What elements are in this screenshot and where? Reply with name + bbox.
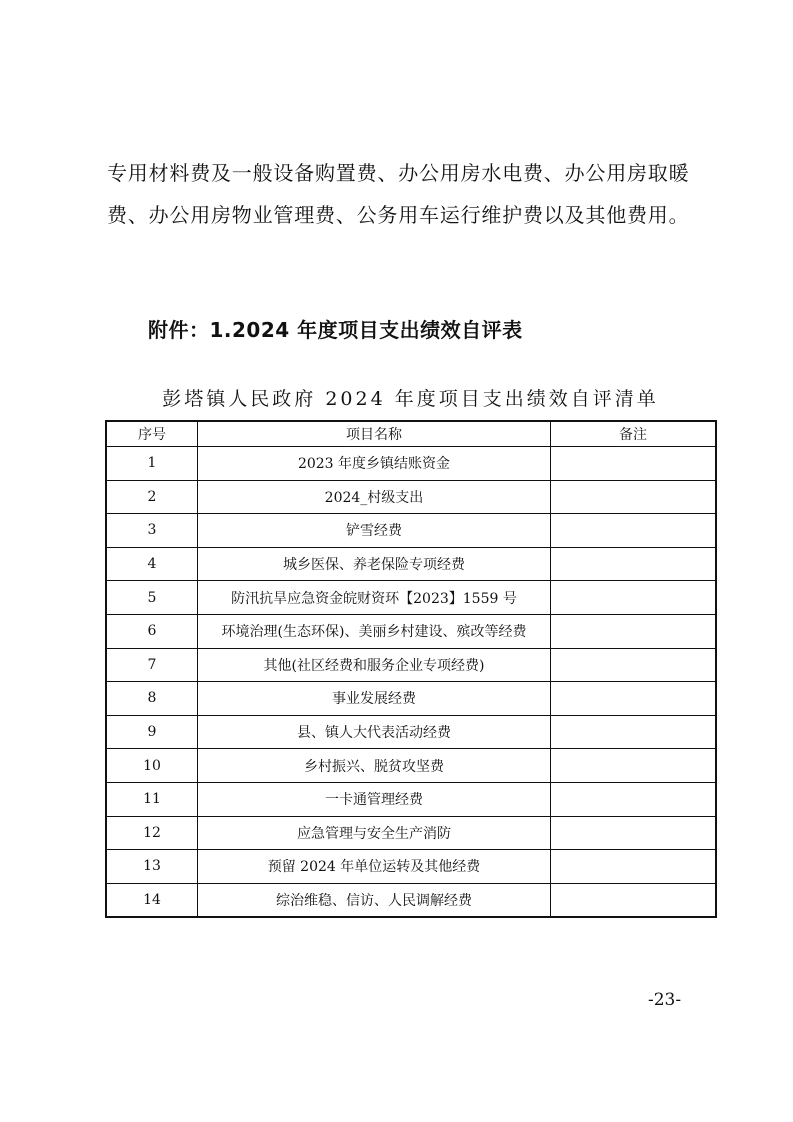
table-row xyxy=(106,816,716,850)
cell-serial: 3 xyxy=(106,514,198,548)
cell-project-name: 综治维稳、信访、人民调解经费 xyxy=(198,883,551,917)
table-row xyxy=(106,749,716,783)
table-row xyxy=(106,614,716,648)
cell-serial: 7 xyxy=(106,648,198,682)
table-row xyxy=(106,715,716,749)
table-row xyxy=(106,547,716,581)
cell-remarks xyxy=(551,782,717,816)
cell-remarks xyxy=(551,547,717,581)
cell-serial: 1 xyxy=(106,447,198,481)
table-row xyxy=(106,514,716,548)
cell-serial: 6 xyxy=(106,614,198,648)
cell-project-name: 2023 年度乡镇结账资金 xyxy=(198,447,551,481)
table-row xyxy=(106,782,716,816)
cell-project-name: 乡村振兴、脱贫攻坚费 xyxy=(198,749,551,783)
cell-remarks xyxy=(551,648,717,682)
table-row xyxy=(106,883,716,917)
cell-remarks xyxy=(551,850,717,884)
cell-remarks xyxy=(551,447,717,481)
cell-remarks xyxy=(551,883,717,917)
cell-remarks xyxy=(551,480,717,514)
cell-serial: 2 xyxy=(106,480,198,514)
cell-serial: 8 xyxy=(106,682,198,716)
cell-project-name: 应急管理与安全生产消防 xyxy=(198,816,551,850)
cell-remarks xyxy=(551,682,717,716)
cell-remarks xyxy=(551,749,717,783)
cell-project-name: 2024_村级支出 xyxy=(198,480,551,514)
cell-project-name: 城乡医保、养老保险专项经费 xyxy=(198,547,551,581)
cell-project-name: 防汛抗旱应急资金皖财资环【2023】1559 号 xyxy=(198,581,551,615)
cell-serial: 14 xyxy=(106,883,198,917)
cell-serial: 13 xyxy=(106,850,198,884)
table-row xyxy=(106,682,716,716)
table-row xyxy=(106,850,716,884)
cell-serial: 5 xyxy=(106,581,198,615)
cell-serial: 11 xyxy=(106,782,198,816)
page-number: -23- xyxy=(648,990,682,1010)
cell-serial: 12 xyxy=(106,816,198,850)
cell-project-name: 县、镇人大代表活动经费 xyxy=(198,715,551,749)
cell-project-name: 一卡通管理经费 xyxy=(198,782,551,816)
cell-project-name: 事业发展经费 xyxy=(198,682,551,716)
table-row xyxy=(106,648,716,682)
table-title: 彭塔镇人民政府 2024 年度项目支出绩效自评清单 xyxy=(162,388,659,410)
project-table xyxy=(105,420,717,918)
table-row xyxy=(106,480,716,514)
table-header-row xyxy=(106,421,716,447)
cell-serial: 9 xyxy=(106,715,198,749)
cell-project-name: 预留 2024 年单位运转及其他经费 xyxy=(198,850,551,884)
table-row xyxy=(106,447,716,481)
cell-serial: 4 xyxy=(106,547,198,581)
table-row xyxy=(106,581,716,615)
cell-remarks xyxy=(551,581,717,615)
header-remarks: 备注 xyxy=(551,421,717,447)
cell-project-name: 环境治理(生态环保)、美丽乡村建设、殡改等经费 xyxy=(198,614,551,648)
cell-remarks xyxy=(551,715,717,749)
cell-project-name: 铲雪经费 xyxy=(198,514,551,548)
cell-remarks xyxy=(551,816,717,850)
cell-remarks xyxy=(551,514,717,548)
body-paragraph-line-1: 专用材料费及一般设备购置费、办公用房水电费、办公用房取暖 xyxy=(107,161,690,185)
cell-remarks xyxy=(551,614,717,648)
body-paragraph-line-2: 费、办公用房物业管理费、公务用车运行维护费以及其他费用。 xyxy=(107,203,690,227)
cell-project-name: 其他(社区经费和服务企业专项经费) xyxy=(198,648,551,682)
header-project-name: 项目名称 xyxy=(198,421,551,447)
attachment-heading: 附件：1.2024 年度项目支出绩效自评表 xyxy=(148,318,523,342)
cell-serial: 10 xyxy=(106,749,198,783)
header-serial: 序号 xyxy=(106,421,198,447)
